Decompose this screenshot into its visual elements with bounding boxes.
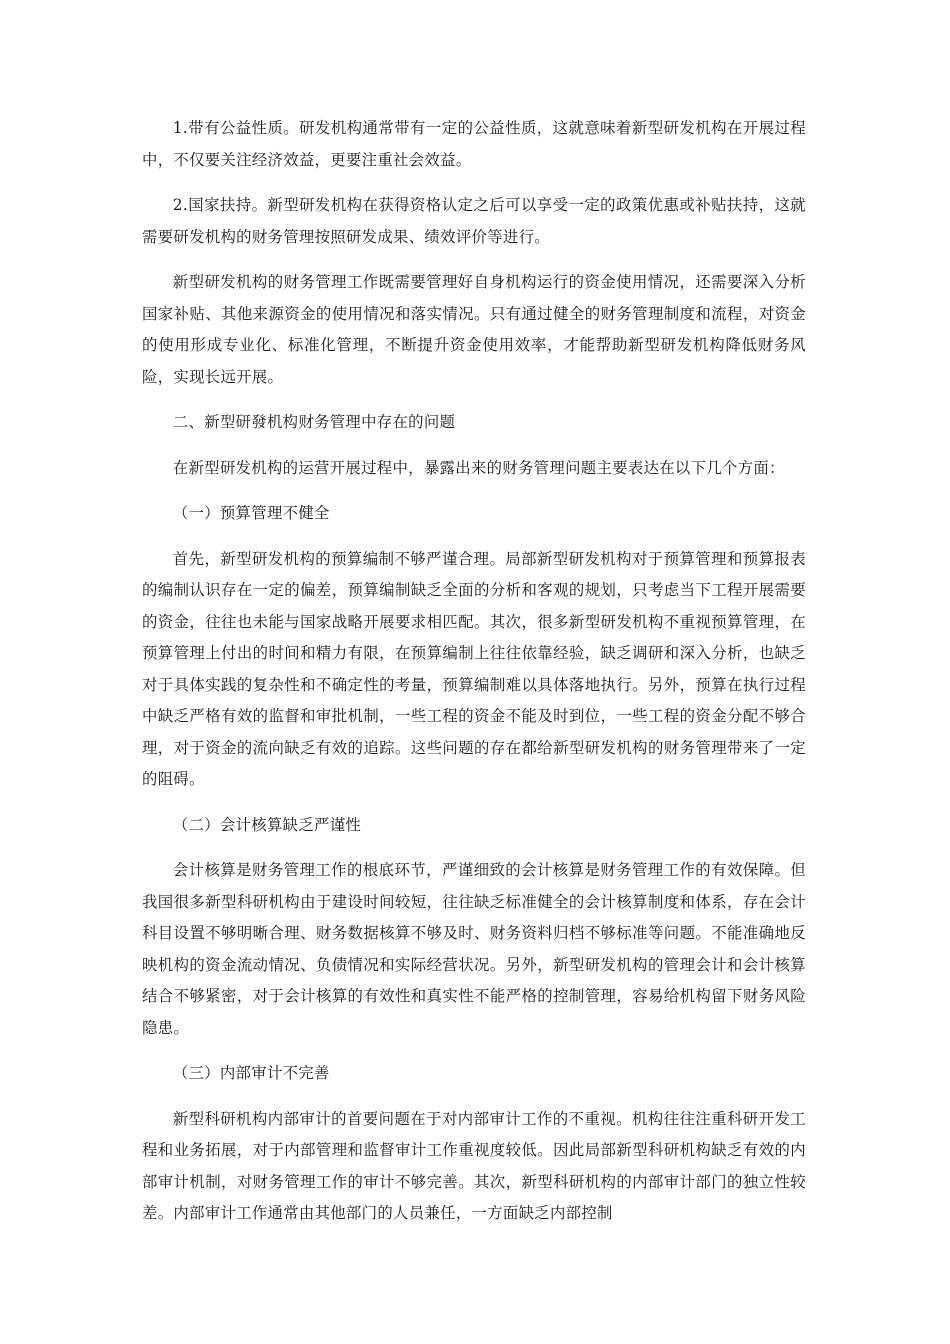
subheading-internal-audit: （三）内部审计不完善 (172, 1064, 330, 1082)
subheading-accounting: （二）会计核算缺乏严谨性 (172, 815, 362, 834)
paragraph-internal-audit: 新型科研机构内部审计的首要问题在于对内部审计工作的不重视。机构往往注重科研开发工程和业务拓展，对于内部管理和监督审计工作重视度较低。因此局部新型科研机构缺乏有效的内部审计机制，对财务管理工作的审计不够完善。其次，新型科研机构的内部审计部门的独立性较差。内部审计工作通常由其他部门的人员兼任，一方面缺乏内部控制 (142, 1109, 806, 1222)
paragraph-problems-intro: 在新型研发机构的运营开展过程中，暴露出来的财务管理问题主要表达在以下几个方面： (172, 458, 785, 477)
paragraph-accounting: 会计核算是财务管理工作的根底环节，严谨细致的会计核算是财务管理工作的有效保障。但我国很多新型科研机构由于建设时间较短，往往缺乏标准健全的会计核算制度和体系，存在会计科目设置不够明晰合理、财务数据核算不够及时、财务资料归档不够标准等问题。不能准确地反映机构的资金流动情况、负债情况和实际经营状况。另外，新型研发机构的管理会计和会计核算结合不够紧密，对于会计核算的有效性和真实性不能严格的控制管理，容易给机构留下财务风险隐患。 (142, 861, 806, 1037)
paragraph-state-support: 2.国家扶持。新型研发机构在获得资格认定之后可以享受一定的政策优惠或补贴扶持，这就需要研发机构的财务管理按照研发成果、绩效评价等进行。 (142, 196, 806, 246)
paragraph-financial-management-overview: 新型研发机构的财务管理工作既需要管理好自身机构运行的资金使用情况，还需要深入分析国家补贴、其他来源资金的使用情况和落实情况。只有通过健全的财务管理制度和流程，对资金的使用形成专业化、标准化管理，不断提升资金使用效率，才能帮助新型研发机构降低财务风险，实现长远开展。 (142, 273, 806, 386)
subheading-budget-management: （一）预算管理不健全 (172, 504, 330, 522)
paragraph-public-welfare: 1.带有公益性质。研发机构通常带有一定的公益性质，这就意味着新型研发机构在开展过程中，不仅要关注经济效益，更要注重社会效益。 (142, 119, 806, 169)
paragraph-budget-management: 首先，新型研发机构的预算编制不够严谨合理。局部新型研发机构对于预算管理和预算报表的编制认识存在一定的偏差，预算编制缺乏全面的分析和客观的规划，只考虑当下工程开展需要的资金，往往也未能与国家战略开展要求相匹配。其次，很多新型研发机构不重视预算管理，在预算管理上付出的时间和精力有限，在预算编制上往往依靠经验，缺乏调研和深入分析，也缺乏对于具体实践的复杂性和不确定性的考量，预算编制难以具体落地执行。另外，预算在执行过程中缺乏严格有效的监督和审批机制，一些工程的资金不能及时到位，一些工程的资金分配不够合理，对于资金的流向缺乏有效的追踪。这些问题的存在都给新型研发机构的财务管理带来了一定的阻碍。 (142, 549, 806, 788)
section-heading-problems: 二、新型研發机构财务管理中存在的问题 (172, 413, 456, 431)
document-body (142, 113, 806, 1230)
